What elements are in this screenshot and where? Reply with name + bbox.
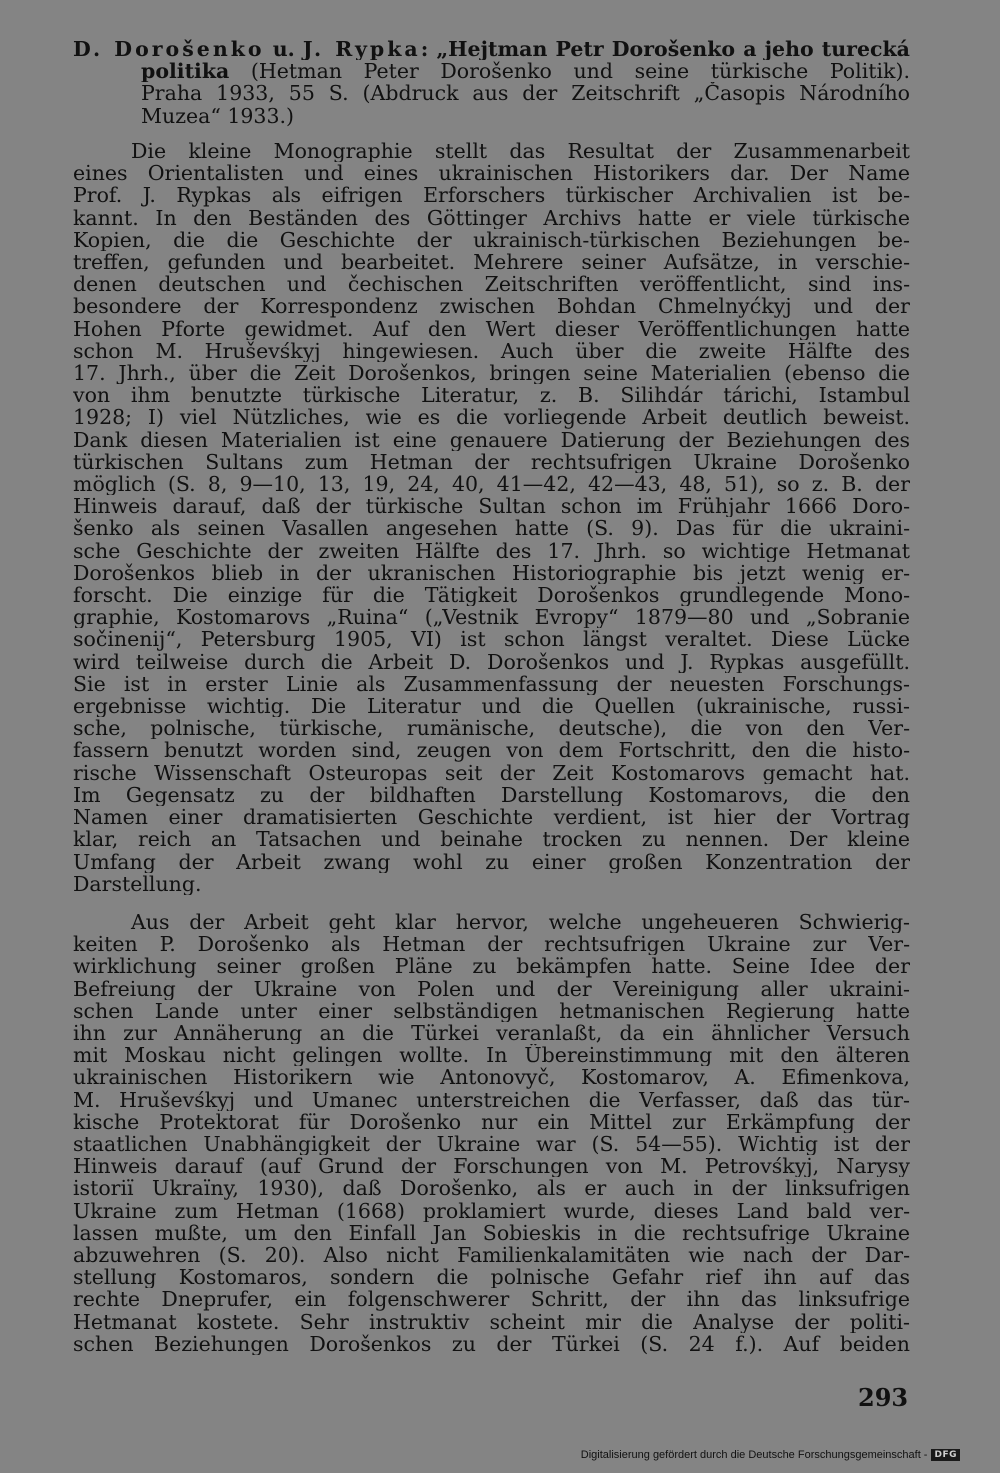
digitization-footer xyxy=(581,1449,960,1461)
text-line: 1928; I) viel Nützliches, wie es die vorliegende Arbeit deutlich beweist. xyxy=(73,406,910,429)
text-line: sche, polnische, türkische, rumänische, deutsche), die von den Ver- xyxy=(73,717,910,740)
text-line: möglich (S. 8, 9—10, 13, 19, 24, 40, 41—42, 42—43, 48, 51), so z. B. der xyxy=(73,473,910,496)
dfg-logo: DFG xyxy=(931,1449,960,1461)
text-line: Hinweis darauf, daß der türkische Sultan schon im Frühjahr 1666 Doro- xyxy=(73,495,910,518)
book-title-continued: politika xyxy=(141,60,230,83)
text-line: Hohen Pforte gewidmet. Auf den Wert dieser Veröffentlichungen hatte xyxy=(73,317,910,340)
title-translation: (Hetman Peter Dorošenko und seine türkische Politik). xyxy=(229,60,910,83)
text-line: Hetmanat kostete. Sehr instruktiv scheint mir die Analyse der politi- xyxy=(73,1310,910,1333)
text-line: ukrainischen Historikern wie Antonovyč, Kostomarov, A. Efimenkova, xyxy=(73,1066,910,1089)
text-line: fassern benutzt worden sind, zeugen von dem Fortschritt, den die histo- xyxy=(73,739,910,762)
text-line: treffen, gefunden und bearbeitet. Mehrere seiner Aufsätze, in verschie- xyxy=(73,251,910,274)
text-line: Aus der Arbeit geht klar hervor, welche ungeheueren Schwierig- xyxy=(131,911,910,934)
author-1: D. Dorošenko xyxy=(73,38,265,61)
text-line: kische Protektorat für Dorošenko nur ein Mittel zur Erkämpfung der xyxy=(73,1110,910,1134)
text-line: Die kleine Monographie stellt das Resultat der Zusammenarbeit xyxy=(131,140,910,163)
heading-line-2 xyxy=(73,60,910,82)
text-line: Hinweis darauf (auf Grund der Forschungen von M. Petrovśkyj, Narysy xyxy=(73,1155,910,1178)
text-line: ergebnisse wichtig. Die Literatur und die Quellen (ukrainische, russi- xyxy=(73,695,910,718)
text-line: wird teilweise durch die Arbeit D. Dorošenkos und J. Rypkas ausgefüllt. xyxy=(73,650,910,673)
text-line: rische Wissenschaft Osteuropas seit der Zeit Kostomarovs gemacht hat. xyxy=(73,761,910,784)
paragraph-1 xyxy=(73,140,910,895)
review-heading xyxy=(73,38,910,127)
text-line: denen deutschen und čechischen Zeitschriften veröffentlicht, sind ins- xyxy=(73,273,910,296)
text-line: Befreiung der Ukraine von Polen und der Vereinigung aller ukraini- xyxy=(73,977,910,1000)
text-line: forscht. Die einzige für die Tätigkeit Dorošenkos grundlegende Mono- xyxy=(73,584,910,607)
text-line: M. Hruševśkyj und Umanec unterstreichen die Verfasser, daß das tür- xyxy=(73,1088,910,1111)
text-line: lassen mußte, um den Einfall Jan Sobieskis in die rechtsufrige Ukraine xyxy=(73,1221,910,1245)
text-line: klar, reich an Tatsachen und beinahe trocken zu nennen. Der kleine xyxy=(73,828,910,851)
text-line: sočinenij“, Petersburg 1905, VI) ist schon längst veraltet. Diese Lücke xyxy=(73,628,910,651)
text-line: schon M. Hruševśkyj hingewiesen. Auch über die zweite Hälfte des xyxy=(73,339,910,363)
book-title: : „Hejtman Petr Dorošenko a jeho turecká xyxy=(420,38,910,61)
heading-line-4: Muzea“ 1933.) xyxy=(141,104,295,127)
text-line: Umfang der Arbeit zwang wohl zu einer großen Konzentration der xyxy=(73,850,910,873)
text-line: wirklichung seiner großen Pläne zu bekämpfen hatte. Seine Idee der xyxy=(73,955,910,978)
text-line: Kopien, die die Geschichte der ukrainisch-türkischen Beziehungen be- xyxy=(73,228,910,252)
text-line: Ukraine zum Hetman (1668) proklamiert wurde, dieses Land bald ver- xyxy=(73,1199,910,1222)
text-line: Sie ist in erster Linie als Zusammenfassung der neuesten Forschungs- xyxy=(73,672,910,696)
text-line: Prof. J. Rypkas als eifrigen Erforschers türkischer Archivalien ist be- xyxy=(73,184,910,207)
text-line: keiten P. Dorošenko als Hetman der rechtsufrigen Ukraine zur Ver- xyxy=(73,933,910,956)
text-line: istoriï Ukraïny, 1930), daß Dorošenko, als er auch in der linksufrigen xyxy=(73,1177,910,1200)
author-connector: u. xyxy=(264,38,303,61)
text-line: eines Orientalisten und eines ukrainischen Historikers dar. Der Name xyxy=(73,162,910,185)
text-line: šenko als seinen Vasallen angesehen hatte (S. 9). Das für die ukraini- xyxy=(73,517,910,540)
text-line: abzuwehren (S. 20). Also nicht Familienkalamitäten wie nach der Dar- xyxy=(73,1244,910,1267)
text-line: sche Geschichte der zweiten Hälfte des 17. Jhrh. so wichtige Hetmanat xyxy=(73,539,910,562)
page-number: 293 xyxy=(858,1383,909,1412)
paragraph-2 xyxy=(73,911,910,1355)
text-line: Dank diesen Materialien ist eine genauere Datierung der Beziehungen des xyxy=(73,428,910,451)
text-line: 17. Jhrh., über die Zeit Dorošenkos, bringen seine Materialien (ebenso die xyxy=(73,362,910,385)
text-line: mit Moskau nicht gelingen wollte. In Übereinstimmung mit den älteren xyxy=(73,1044,910,1067)
text-line: Im Gegensatz zu der bildhaften Darstellung Kostomarovs, die den xyxy=(73,783,910,807)
text-line: schen Lande unter einer selbständigen hetmanischen Regierung hatte xyxy=(73,999,910,1023)
text-line: graphie, Kostomarovs „Ruina“ („Vestnik Evropy“ 1879—80 und „Sobranie xyxy=(73,606,910,629)
footer-text: Digitalisierung gefördert durch die Deutsche Forschungsgemeinschaft - xyxy=(580,1449,928,1461)
heading-line-3: Praha 1933, 55 S. (Abdruck aus der Zeitschrift „Časopis Národního xyxy=(141,82,910,105)
text-line: Dorošenkos blieb in der ukranischen Historiographie bis jetzt wenig er- xyxy=(73,561,910,585)
text-line: türkischen Sultans zum Hetman der rechtsufrigen Ukraine Dorošenko xyxy=(73,450,910,474)
text-line: besondere der Korrespondenz zwischen Bohdan Chmelnyćkyj und der xyxy=(73,295,910,318)
heading-line-1 xyxy=(73,38,910,60)
text-line: staatlichen Unabhängigkeit der Ukraine war (S. 54—55). Wichtig ist der xyxy=(73,1133,910,1156)
text-line: von ihm benutzte türkische Literatur, z. B. Silihdár tárichi, Istambul xyxy=(73,384,910,407)
text-line: stellung Kostomaros, sondern die polnische Gefahr rief ihn auf das xyxy=(73,1266,910,1289)
text-line: rechte Dneprufer, ein folgenschwerer Schritt, der ihn das linksufrige xyxy=(73,1288,910,1311)
text-line: Darstellung. xyxy=(73,872,202,895)
text-line: Namen einer dramatisierten Geschichte verdient, ist hier der Vortrag xyxy=(73,806,910,829)
author-2: J. Rypka xyxy=(302,38,421,61)
text-line: kannt. In den Beständen des Göttinger Archivs hatte er viele türkische xyxy=(73,206,910,229)
text-line: schen Beziehungen Dorošenkos zu der Türkei (S. 24 f.). Auf beiden xyxy=(73,1332,910,1356)
text-line: ihn zur Annäherung an die Türkei veranlaßt, da ein ähnlicher Versuch xyxy=(73,1022,910,1045)
